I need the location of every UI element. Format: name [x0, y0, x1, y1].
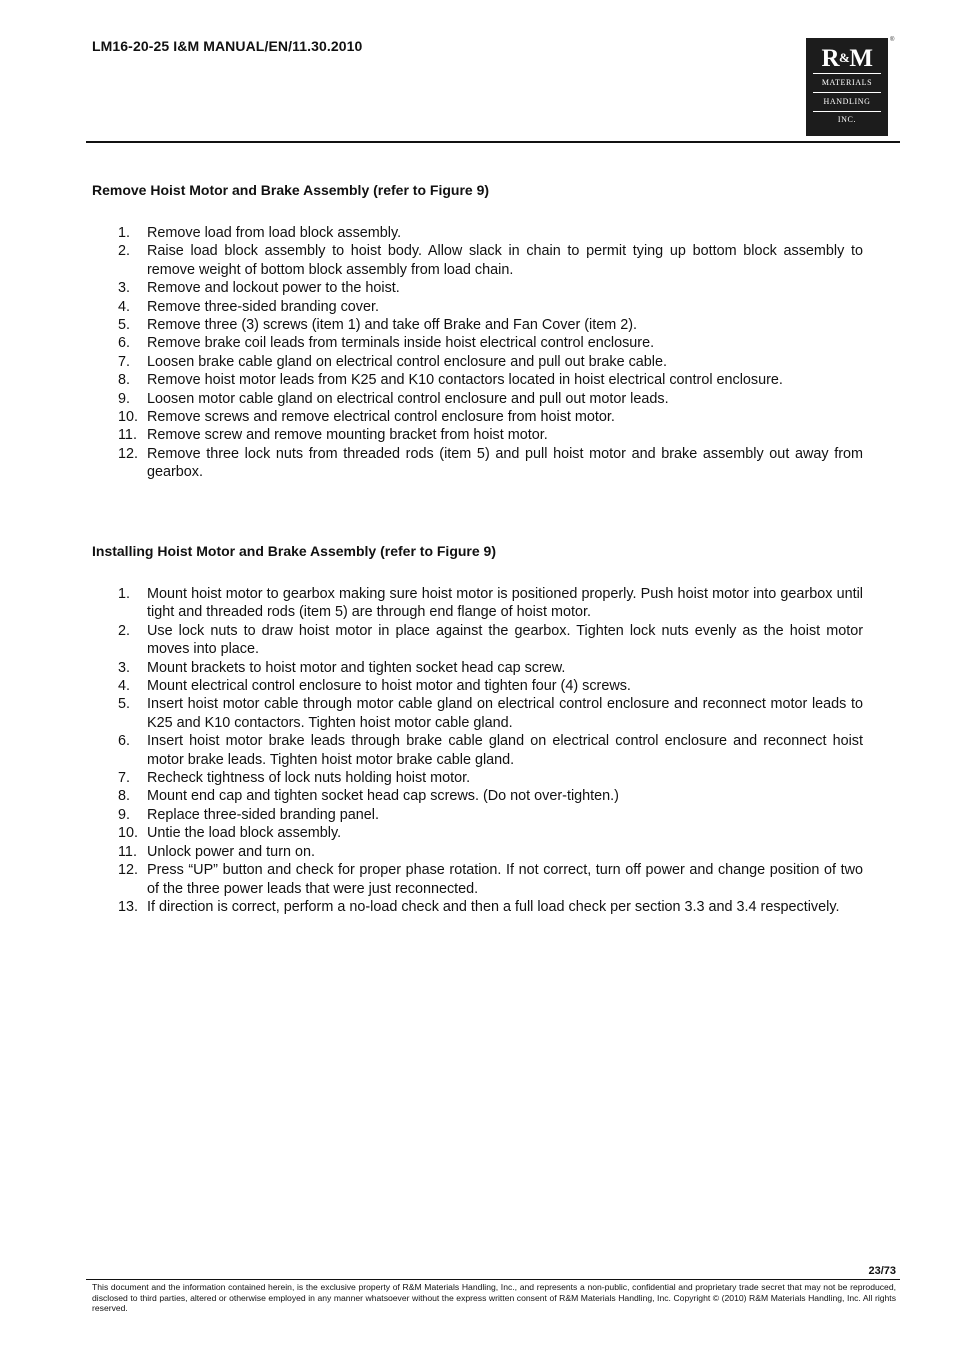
list-item [92, 426, 863, 444]
step-text: Raise load block assembly to hoist body. Allow slack in chain to permit tying up bottom block assembly to remove weight of bottom block assembly from load chain. [147, 243, 863, 278]
company-logo [806, 38, 888, 136]
step-number: 5. [118, 696, 131, 713]
list-item [92, 622, 863, 659]
list-item [92, 298, 863, 316]
step-text: Mount brackets to hoist motor and tighten socket head cap screw. [147, 659, 566, 676]
step-number: 1. [118, 586, 131, 602]
step-text: Insert hoist motor cable through motor cable gland on electrical control enclosure and reconnect motor leads to K25 and K10 contactors. Tighten hoist motor cable gland. [147, 696, 863, 731]
step-text: Remove screw and remove mounting bracket from hoist motor. [147, 427, 548, 444]
list-item [92, 898, 863, 916]
footer-divider [86, 1279, 900, 1280]
list-item [92, 316, 863, 334]
list-item [92, 585, 863, 622]
list-item [92, 279, 863, 297]
step-text: Unlock power and turn on. [147, 843, 315, 860]
step-text: Remove three lock nuts from threaded rods (item 5) and pull hoist motor and brake assembly out away from gearbox. [147, 445, 863, 481]
logo-handling: HANDLING [823, 97, 871, 106]
step-text: Mount electrical control enclosure to hoist motor and tighten four (4) screws. [147, 678, 631, 695]
list-item [92, 787, 863, 805]
step-text: Insert hoist motor brake leads through brake cable gland on electrical control enclosure and reconnect hoist motor brake leads. Tighten hoist motor brake cable gland. [147, 733, 863, 768]
step-number: 12. [118, 862, 139, 879]
list-item [92, 445, 863, 482]
step-number: 8. [118, 788, 131, 805]
step-text: Use lock nuts to draw hoist motor in place against the gearbox. Tighten lock nuts evenly as the hoist motor moves into place. [147, 622, 863, 658]
remove-steps-list [92, 224, 863, 482]
document-id: LM16-20-25 I&M MANUAL/EN/11.30.2010 [92, 38, 363, 54]
list-item [92, 806, 863, 824]
step-number: 2. [118, 622, 131, 639]
step-number: 9. [118, 390, 131, 407]
list-item [92, 677, 863, 695]
step-number: 13. [118, 898, 139, 915]
header-divider [86, 141, 900, 143]
step-number: 4. [118, 678, 131, 695]
step-number: 10. [118, 409, 139, 426]
step-number: 8. [118, 372, 131, 389]
step-text: Remove hoist motor leads from K25 and K10 contactors located in hoist electrical control enclosure. [147, 372, 783, 389]
step-text: Remove three (3) screws (item 1) and take off Brake and Fan Cover (item 2). [147, 317, 638, 334]
list-item [92, 861, 863, 898]
step-number: 10. [118, 825, 139, 842]
page-number: 23/73 [868, 1265, 896, 1277]
step-number: 2. [118, 243, 131, 260]
remove-section-title: Remove Hoist Motor and Brake Assembly (refer to Figure 9) [92, 182, 490, 198]
logo-brand: R&M [821, 45, 873, 72]
step-text: Remove load from load block assembly. [147, 225, 402, 241]
logo-inc: INC. [837, 115, 857, 124]
list-item [92, 824, 863, 842]
step-number: 7. [118, 770, 131, 787]
list-item [92, 353, 863, 371]
list-item [92, 769, 863, 787]
list-item [92, 408, 863, 426]
step-number: 7. [118, 353, 131, 370]
step-number: 12. [118, 445, 139, 462]
list-item [92, 390, 863, 408]
step-text: Loosen brake cable gland on electrical control enclosure and pull out brake cable. [147, 353, 667, 370]
list-item [92, 334, 863, 352]
list-item [92, 224, 863, 242]
list-item [92, 659, 863, 677]
step-number: 11. [118, 427, 137, 444]
step-number: 1. [118, 225, 131, 241]
step-number: 3. [118, 280, 131, 297]
install-section-title: Installing Hoist Motor and Brake Assembly (refer to Figure 9) [92, 543, 496, 559]
step-text: If direction is correct, perform a no-load check and then a full load check per section 3.3 and 3.4 respectively. [147, 898, 840, 915]
step-text: Loosen motor cable gland on electrical control enclosure and pull out motor leads. [147, 390, 669, 407]
list-item [92, 695, 863, 732]
footer-notice: This document and the information contained herein, is the exclusive property of R&M Materials Handling, Inc., and represents a non-public, confidential and proprietary trade secret that may not be reproduced, disclosed to third parties, altered or otherwise employed in any manner whatsoever without the express written consent of R&M Materials Handling, Inc. Copyright © (2010) R&M Materials Handling, Inc. All rights reserved. [92, 1282, 896, 1314]
step-text: Recheck tightness of lock nuts holding hoist motor. [147, 770, 471, 787]
step-text: Untie the load block assembly. [147, 825, 342, 842]
step-number: 11. [118, 843, 137, 860]
step-text: Press “UP” button and check for proper phase rotation. If not correct, turn off power and change position of two of the three power leads that were just reconnected. [147, 862, 863, 897]
list-item [92, 242, 863, 279]
step-number: 6. [118, 335, 131, 352]
step-number: 9. [118, 806, 131, 823]
list-item [92, 843, 863, 861]
step-text: Mount hoist motor to gearbox making sure hoist motor is positioned properly. Push hoist motor into gearbox until tight and threaded rods (item 5) are through end flange of hoist motor. [147, 586, 863, 621]
step-number: 6. [118, 733, 131, 750]
step-text: Replace three-sided branding panel. [147, 806, 380, 823]
list-item [92, 732, 863, 769]
step-number: 3. [118, 659, 131, 676]
logo-materials: MATERIALS [821, 78, 873, 87]
step-number: 4. [118, 298, 131, 315]
step-text: Remove brake coil leads from terminals inside hoist electrical control enclosure. [147, 335, 655, 352]
install-steps-list [92, 585, 863, 916]
list-item [92, 371, 863, 389]
step-text: Remove three-sided branding cover. [147, 298, 379, 315]
registered-mark: ® [890, 37, 895, 43]
step-number: 5. [118, 317, 131, 334]
step-text: Mount end cap and tighten socket head cap screws. (Do not over-tighten.) [147, 788, 619, 805]
step-text: Remove and lockout power to the hoist. [147, 280, 400, 297]
step-text: Remove screws and remove electrical control enclosure from hoist motor. [147, 409, 615, 426]
